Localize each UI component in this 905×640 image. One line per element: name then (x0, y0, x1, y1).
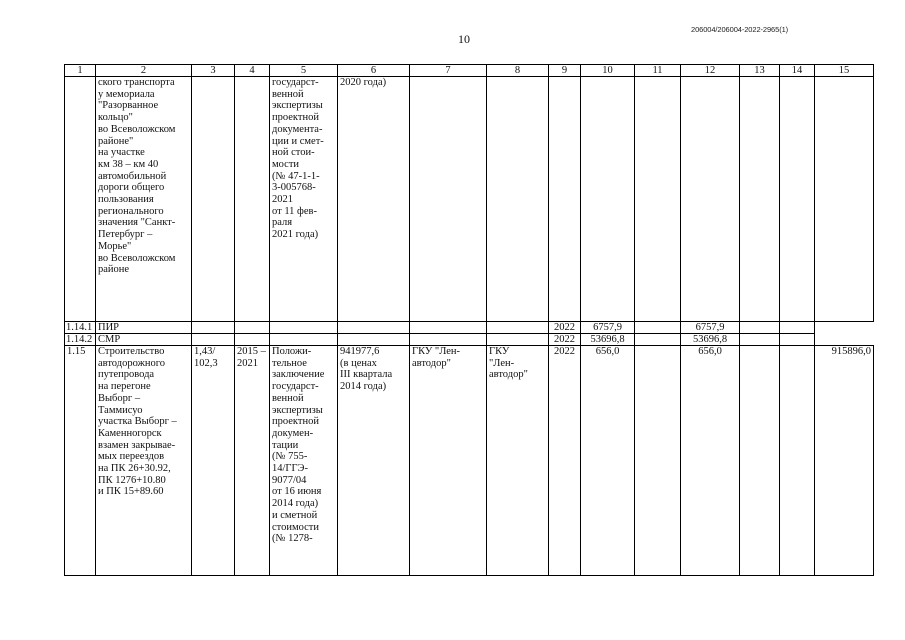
table-cell (635, 334, 681, 346)
object-name-cell: Строительство автодорожного путепровода на перегоне Выборг – Таммисуо участка Выборг – Каменногорск взамен закрывае- мых переездов на ПК 26+30.92, ПК 1276+10.80 и ПК 15+89.60 (96, 346, 192, 576)
row-number: 1.15 (65, 346, 96, 576)
table-cell (235, 322, 270, 334)
remaining-cost-cell: 915896,0 (815, 346, 874, 576)
table-cell (270, 322, 338, 334)
table-cell (192, 322, 235, 334)
column-number: 11 (635, 65, 681, 77)
table-cell (635, 346, 681, 576)
table-cell (487, 334, 549, 346)
developer-cell: ГКУ "Лен- автодор" (487, 346, 549, 576)
row-number: 1.14.2 (65, 334, 96, 346)
column-number: 7 (410, 65, 487, 77)
table-cell (780, 334, 815, 346)
table-cell (635, 322, 681, 334)
table-row-1-14-2 (65, 334, 874, 346)
budget-table (64, 64, 874, 576)
column-number: 3 (192, 65, 235, 77)
year-cell: 2022 (549, 346, 581, 576)
table-cell (780, 346, 815, 576)
customer-cell: ГКУ "Лен- автодор" (410, 346, 487, 576)
row-number: 1.14.1 (65, 322, 96, 334)
table-cell (338, 334, 410, 346)
column-number: 5 (270, 65, 338, 77)
table-cell (235, 334, 270, 346)
amount-cell: 656,0 (581, 346, 635, 576)
table-cell (635, 77, 681, 322)
column-number: 1 (65, 65, 96, 77)
cost-cell: 2020 года) (338, 77, 410, 322)
amount-cell: 53696,8 (581, 334, 635, 346)
table-cell (235, 77, 270, 322)
amount-cell: 53696,8 (681, 334, 740, 346)
cost-cell: 941977,6 (в ценах III квартала 2014 года) (338, 346, 410, 576)
table-cell (549, 77, 581, 322)
table-cell (192, 334, 235, 346)
amount-cell: 656,0 (681, 346, 740, 576)
table-row-1-15 (65, 346, 874, 576)
column-number: 13 (740, 65, 780, 77)
column-number: 8 (487, 65, 549, 77)
table-cell (740, 334, 780, 346)
table-cell (487, 322, 549, 334)
column-number: 4 (235, 65, 270, 77)
column-number: 10 (581, 65, 635, 77)
table-cell (270, 334, 338, 346)
table-cell (740, 346, 780, 576)
table-cell (815, 322, 874, 334)
year-cell: 2022 (549, 322, 581, 334)
document-id: 206004/206004-2022-2965(1) (691, 25, 789, 34)
object-name-cell: СМР (96, 334, 192, 346)
table-cell (681, 77, 740, 322)
table-cell (192, 77, 235, 322)
table-cell (815, 334, 874, 346)
object-name-cell: ского транспорта у мемориала "Разорванное кольцо" во Всеволожском районе" на участке км 38 – км 40 автомобильной дороги общего пользования регионального значения "Санкт- Петербург – Морье" во Всеволожском районе (96, 77, 192, 322)
year-cell: 2022 (549, 334, 581, 346)
page-number: 10 (458, 32, 470, 46)
table-cell (410, 334, 487, 346)
column-number-row (65, 65, 874, 77)
amount-cell: 6757,9 (581, 322, 635, 334)
column-number: 14 (780, 65, 815, 77)
table-cell (581, 77, 635, 322)
column-number: 2 (96, 65, 192, 77)
table-cell (410, 322, 487, 334)
object-name-cell: ПИР (96, 322, 192, 334)
period-cell: 2015 – 2021 (235, 346, 270, 576)
table-row-continuation (65, 77, 874, 322)
table-cell (740, 77, 780, 322)
table-cell (410, 77, 487, 322)
table-cell (65, 77, 96, 322)
table-cell (740, 322, 780, 334)
expertise-cell: Положи- тельное заключение государст- венной экспертизы проектной докумен- тации (№ 755- 14/ГГЭ- 9077/04 от 16 июня 2014 года) и сметной стоимости (№ 1278- (270, 346, 338, 576)
capacity-cell: 1,43/ 102,3 (192, 346, 235, 576)
expertise-cell: государст- венной экспертизы проектной документа- ции и смет- ной стои- мости (№ 47-1-1- 3-005768- 2021 от 11 фев- раля 2021 года) (270, 77, 338, 322)
table-cell (815, 77, 874, 322)
table-cell (780, 77, 815, 322)
column-number: 12 (681, 65, 740, 77)
column-number: 6 (338, 65, 410, 77)
column-number: 9 (549, 65, 581, 77)
table-row-1-14-1 (65, 322, 874, 334)
column-number: 15 (815, 65, 874, 77)
amount-cell: 6757,9 (681, 322, 740, 334)
table-cell (487, 77, 549, 322)
table-cell (780, 322, 815, 334)
table-cell (338, 322, 410, 334)
